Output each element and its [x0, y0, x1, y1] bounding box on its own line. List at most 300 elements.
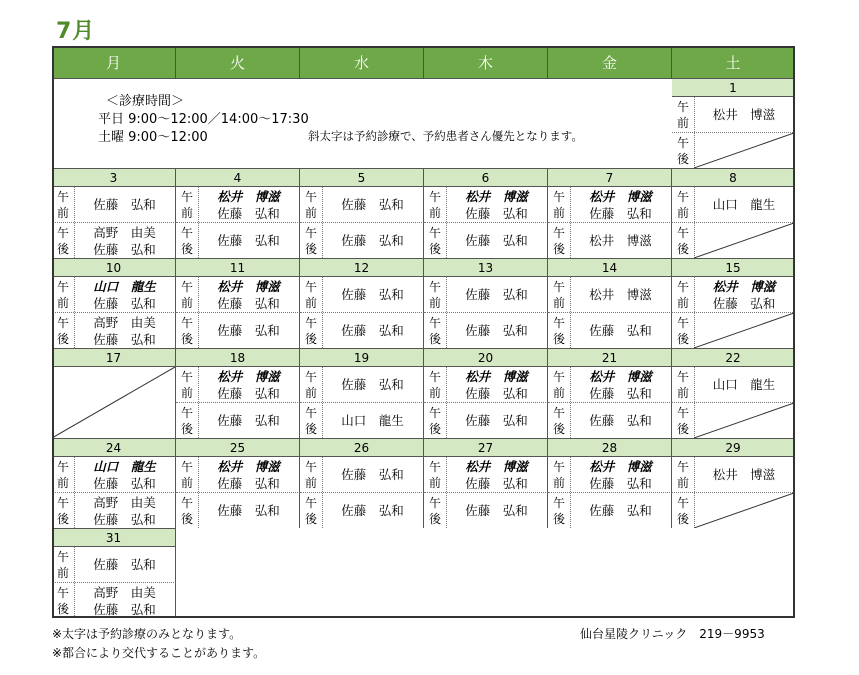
no-clinic-slash	[694, 133, 794, 168]
am-slot	[300, 366, 424, 402]
ampm-char: 後	[676, 151, 689, 166]
ampm-char: 後	[56, 511, 69, 526]
am-slot	[548, 456, 672, 492]
clinic-name: 仙台星陵クリニック 219－9953	[580, 627, 765, 641]
doctor-names	[322, 367, 423, 402]
doctor-name: 松井 博滋	[712, 467, 776, 482]
diagonal-line	[694, 223, 794, 258]
ampm-char: 前	[552, 205, 565, 220]
ampm-char: 午	[180, 405, 193, 420]
ampm-char: 後	[304, 421, 317, 436]
doctor-names	[322, 223, 423, 258]
pm-slot	[300, 492, 424, 528]
doctor-name: 松井 博滋	[589, 287, 652, 302]
doctor-name: 佐藤 弘和	[217, 413, 280, 428]
doctor-name: 山口 龍生	[712, 197, 776, 212]
diagonal-line	[694, 403, 794, 438]
date-number: 27	[424, 438, 548, 456]
ampm-char: 後	[304, 511, 317, 526]
date-number: 5	[300, 168, 424, 186]
doctor-name: 松井 博滋	[217, 458, 280, 474]
ampm-char: 午	[676, 459, 689, 474]
am-slot	[672, 276, 795, 312]
ampm-char: 午	[676, 225, 689, 240]
doctor-names	[570, 367, 671, 402]
ampm-char: 前	[180, 385, 193, 400]
pm-label	[672, 133, 695, 168]
doctor-name: 佐藤 弘和	[589, 385, 652, 401]
pm-label	[424, 223, 447, 258]
diagonal-line	[694, 493, 794, 528]
doctor-name: 佐藤 弘和	[465, 323, 528, 338]
ampm-char: 午	[676, 99, 689, 114]
doctor-name: 佐藤 弘和	[465, 413, 528, 428]
doctor-name: 佐藤 弘和	[465, 503, 528, 518]
ampm-char: 午	[676, 189, 689, 204]
doctor-names	[198, 223, 299, 258]
doctor-names	[570, 493, 671, 528]
am-label	[424, 367, 447, 402]
pm-slot	[424, 222, 548, 258]
pm-slot	[176, 492, 300, 528]
pm-slot	[672, 132, 795, 168]
doctor-name: 松井 博滋	[217, 368, 280, 384]
doctor-name: 松井 博滋	[217, 188, 280, 204]
ampm-char: 午	[304, 405, 317, 420]
doctor-name: 佐藤 弘和	[465, 475, 528, 491]
ampm-char: 前	[56, 205, 69, 220]
pm-label	[52, 223, 75, 258]
closed-slash	[52, 367, 175, 438]
doctor-name: 佐藤 弘和	[93, 331, 156, 347]
diagonal-line	[694, 133, 794, 168]
ampm-char: 午	[56, 549, 69, 564]
ampm-char: 後	[180, 421, 193, 436]
ampm-char: 後	[552, 511, 565, 526]
doctor-names	[694, 457, 794, 492]
doctor-name: 松井 博滋	[465, 458, 528, 474]
doctor-name: 松井 博滋	[589, 368, 652, 384]
pm-label	[300, 313, 323, 348]
calendar	[52, 46, 795, 618]
am-label	[176, 457, 199, 492]
doctor-name: 佐藤 弘和	[341, 323, 404, 338]
date-number: 24	[52, 438, 176, 456]
ampm-char: 午	[428, 459, 441, 474]
doctor-names	[74, 187, 175, 222]
ampm-char: 後	[56, 331, 69, 346]
pm-label	[52, 313, 75, 348]
pm-slot	[52, 222, 176, 258]
ampm-char: 前	[180, 295, 193, 310]
doctor-name: 佐藤 弘和	[712, 295, 776, 311]
pm-label	[300, 403, 323, 438]
am-label	[300, 187, 323, 222]
date-number: 21	[548, 348, 672, 366]
doctor-names	[198, 187, 299, 222]
doctor-name: 松井 博滋	[217, 278, 280, 294]
ampm-char: 午	[428, 315, 441, 330]
ampm-char: 後	[56, 241, 69, 256]
am-label	[672, 457, 695, 492]
am-slot	[424, 276, 548, 312]
month-title: 7月	[56, 19, 96, 44]
doctor-name: 佐藤 弘和	[341, 377, 404, 392]
ampm-char: 午	[552, 315, 565, 330]
am-label	[548, 187, 571, 222]
date-number: 8	[672, 168, 795, 186]
am-label	[424, 457, 447, 492]
ampm-char: 後	[180, 331, 193, 346]
pm-label	[672, 493, 695, 528]
date-number: 3	[52, 168, 176, 186]
am-slot	[52, 456, 176, 492]
date-number: 29	[672, 438, 795, 456]
doctor-names	[322, 313, 423, 348]
am-label	[300, 277, 323, 312]
ampm-char: 前	[56, 295, 69, 310]
date-number: 10	[52, 258, 176, 276]
doctor-name: 松井 博滋	[712, 278, 776, 294]
am-label	[176, 277, 199, 312]
ampm-char: 午	[552, 189, 565, 204]
ampm-char: 後	[180, 241, 193, 256]
am-slot	[424, 366, 548, 402]
am-label	[300, 457, 323, 492]
no-clinic-slash	[694, 223, 794, 258]
am-slot	[176, 276, 300, 312]
ampm-char: 午	[304, 189, 317, 204]
weekday-header: 木	[424, 46, 548, 78]
am-slot	[176, 186, 300, 222]
pm-slot	[300, 402, 424, 438]
am-label	[52, 547, 75, 582]
am-slot	[672, 96, 795, 132]
ampm-char: 午	[428, 405, 441, 420]
ampm-char: 前	[428, 205, 441, 220]
ampm-char: 後	[180, 511, 193, 526]
bold-note: ※太字は予約診療のみとなります。	[52, 627, 242, 641]
am-slot	[672, 366, 795, 402]
doctor-names	[694, 223, 794, 258]
doctor-name: 佐藤 弘和	[93, 511, 156, 527]
doctor-names	[198, 403, 299, 438]
date-number: 17	[52, 348, 176, 366]
doctor-name: 山口 龍生	[341, 413, 404, 428]
doctor-name: 松井 博滋	[712, 107, 776, 122]
ampm-char: 後	[428, 421, 441, 436]
ampm-char: 午	[304, 315, 317, 330]
pm-label	[548, 493, 571, 528]
doctor-names	[570, 403, 671, 438]
doctor-name: 佐藤 弘和	[341, 233, 404, 248]
am-label	[672, 187, 695, 222]
doctor-name: 佐藤 弘和	[93, 241, 156, 257]
no-clinic-slash	[694, 493, 794, 528]
am-slot	[672, 186, 795, 222]
pm-slot	[424, 402, 548, 438]
doctor-name: 松井 博滋	[589, 188, 652, 204]
doctor-name: 佐藤 弘和	[465, 287, 528, 302]
pm-label	[548, 403, 571, 438]
ampm-char: 前	[676, 295, 689, 310]
doctor-names	[694, 367, 794, 402]
ampm-char: 前	[304, 205, 317, 220]
doctor-names	[694, 493, 794, 528]
pm-label	[176, 313, 199, 348]
ampm-char: 午	[56, 189, 69, 204]
doctor-name: 佐藤 弘和	[465, 233, 528, 248]
ampm-char: 前	[676, 205, 689, 220]
pm-label	[52, 583, 75, 618]
ampm-char: 後	[304, 241, 317, 256]
am-slot	[52, 546, 176, 582]
ampm-char: 後	[428, 331, 441, 346]
doctor-names	[322, 187, 423, 222]
pm-label	[424, 313, 447, 348]
doctor-names	[74, 223, 175, 258]
weekday-header: 月	[52, 46, 176, 78]
doctor-names	[694, 313, 794, 348]
ampm-char: 午	[180, 459, 193, 474]
closed-day	[52, 366, 176, 438]
doctor-names	[74, 277, 175, 312]
pm-slot	[424, 312, 548, 348]
doctor-names	[570, 313, 671, 348]
hours-info	[52, 78, 672, 169]
doctor-name: 佐藤 弘和	[217, 385, 280, 401]
doctor-name: 高野 由美	[93, 224, 156, 240]
ampm-char: 後	[552, 331, 565, 346]
date-number: 1	[672, 78, 795, 96]
ampm-char: 前	[552, 295, 565, 310]
doctor-names	[322, 277, 423, 312]
ampm-char: 午	[304, 459, 317, 474]
doctor-names	[570, 457, 671, 492]
am-label	[548, 277, 571, 312]
ampm-char: 後	[676, 421, 689, 436]
doctor-name: 高野 由美	[93, 314, 156, 330]
am-slot	[176, 366, 300, 402]
doctor-names	[446, 457, 547, 492]
am-label	[52, 457, 75, 492]
hours-heading: ＜診療時間＞	[106, 94, 185, 109]
date-number: 11	[176, 258, 300, 276]
doctor-names	[322, 403, 423, 438]
am-slot	[424, 186, 548, 222]
ampm-char: 後	[676, 241, 689, 256]
no-clinic-slash	[694, 313, 794, 348]
am-label	[176, 367, 199, 402]
ampm-char: 午	[180, 189, 193, 204]
pm-label	[548, 223, 571, 258]
doctor-names	[198, 367, 299, 402]
doctor-names	[570, 223, 671, 258]
doctor-names	[446, 223, 547, 258]
ampm-char: 午	[56, 225, 69, 240]
ampm-char: 前	[676, 385, 689, 400]
pm-slot	[52, 492, 176, 528]
doctor-name: 山口 龍生	[712, 377, 776, 392]
pm-label	[176, 493, 199, 528]
pm-label	[176, 403, 199, 438]
ampm-char: 午	[428, 369, 441, 384]
ampm-char: 午	[676, 369, 689, 384]
pm-label	[672, 223, 695, 258]
pm-slot	[176, 222, 300, 258]
doctor-names	[570, 187, 671, 222]
ampm-char: 午	[552, 225, 565, 240]
pm-label	[300, 223, 323, 258]
am-slot	[548, 366, 672, 402]
pm-label	[548, 313, 571, 348]
pm-slot	[300, 222, 424, 258]
doctor-name: 山口 龍生	[93, 458, 156, 474]
ampm-char: 後	[676, 511, 689, 526]
ampm-char: 午	[304, 495, 317, 510]
doctor-name: 佐藤 弘和	[589, 205, 652, 221]
ampm-char: 前	[304, 475, 317, 490]
date-number: 22	[672, 348, 795, 366]
ampm-char: 午	[676, 315, 689, 330]
date-number: 25	[176, 438, 300, 456]
ampm-char: 午	[180, 315, 193, 330]
doctor-names	[74, 493, 175, 528]
date-number: 15	[672, 258, 795, 276]
doctor-names	[74, 583, 175, 618]
ampm-char: 午	[428, 225, 441, 240]
doctor-names	[322, 457, 423, 492]
ampm-char: 午	[180, 495, 193, 510]
doctor-names	[74, 547, 175, 582]
pm-slot	[52, 312, 176, 348]
ampm-char: 前	[304, 295, 317, 310]
am-label	[548, 457, 571, 492]
diagonal-line	[52, 367, 175, 438]
doctor-name: 佐藤 弘和	[93, 475, 156, 491]
ampm-char: 午	[304, 279, 317, 294]
ampm-char: 午	[552, 459, 565, 474]
doctor-names	[694, 277, 794, 312]
ampm-char: 午	[552, 495, 565, 510]
doctor-names	[446, 403, 547, 438]
doctor-names	[694, 97, 794, 132]
ampm-char: 午	[56, 585, 69, 600]
doctor-name: 松井 博滋	[465, 368, 528, 384]
pm-label	[176, 223, 199, 258]
weekday-header: 火	[176, 46, 300, 78]
ampm-char: 前	[676, 115, 689, 130]
ampm-char: 午	[676, 495, 689, 510]
date-number: 7	[548, 168, 672, 186]
doctor-name: 佐藤 弘和	[93, 295, 156, 311]
am-slot	[300, 186, 424, 222]
ampm-char: 午	[56, 279, 69, 294]
pm-slot	[424, 492, 548, 528]
no-clinic-slash	[694, 403, 794, 438]
am-slot	[176, 456, 300, 492]
date-number: 13	[424, 258, 548, 276]
doctor-names	[694, 403, 794, 438]
ampm-char: 午	[676, 405, 689, 420]
weekday-hours: 平日 9:00～12:00／14:00～17:30	[98, 112, 309, 127]
am-slot	[672, 456, 795, 492]
ampm-char: 午	[552, 279, 565, 294]
date-number: 20	[424, 348, 548, 366]
am-label	[300, 367, 323, 402]
pm-slot	[672, 312, 795, 348]
italic-note: 斜太字は予約診療で、予約患者さん優先となります。	[308, 129, 583, 143]
doctor-name: 佐藤 弘和	[217, 503, 280, 518]
ampm-char: 後	[428, 241, 441, 256]
date-number: 4	[176, 168, 300, 186]
doctor-names	[198, 457, 299, 492]
doctor-names	[198, 313, 299, 348]
ampm-char: 前	[552, 385, 565, 400]
pm-slot	[672, 492, 795, 528]
doctor-names	[570, 277, 671, 312]
ampm-char: 午	[428, 495, 441, 510]
pm-label	[300, 493, 323, 528]
doctor-name: 佐藤 弘和	[341, 287, 404, 302]
am-label	[672, 277, 695, 312]
weekday-header: 金	[548, 46, 672, 78]
doctor-name: 佐藤 弘和	[341, 503, 404, 518]
ampm-char: 後	[552, 241, 565, 256]
ampm-char: 前	[676, 475, 689, 490]
am-label	[548, 367, 571, 402]
doctor-names	[446, 277, 547, 312]
doctor-name: 松井 博滋	[589, 233, 652, 248]
ampm-char: 前	[304, 385, 317, 400]
am-slot	[52, 186, 176, 222]
doctor-names	[74, 457, 175, 492]
am-slot	[548, 276, 672, 312]
doctor-name: 佐藤 弘和	[217, 295, 280, 311]
pm-slot	[672, 402, 795, 438]
ampm-char: 後	[552, 421, 565, 436]
doctor-name: 佐藤 弘和	[93, 601, 156, 617]
ampm-char: 前	[180, 205, 193, 220]
ampm-char: 前	[180, 475, 193, 490]
ampm-char: 午	[552, 369, 565, 384]
ampm-char: 後	[428, 511, 441, 526]
doctor-names	[322, 493, 423, 528]
ampm-char: 午	[676, 279, 689, 294]
am-slot	[424, 456, 548, 492]
date-number: 14	[548, 258, 672, 276]
doctor-name: 高野 由美	[93, 494, 156, 510]
diagonal-line	[694, 313, 794, 348]
saturday-hours: 土曜 9:00～12:00	[98, 130, 208, 145]
ampm-char: 午	[428, 279, 441, 294]
ampm-char: 午	[180, 369, 193, 384]
doctor-name: 佐藤 弘和	[589, 323, 652, 338]
ampm-char: 前	[428, 475, 441, 490]
doctor-name: 佐藤 弘和	[465, 205, 528, 221]
doctor-names	[446, 187, 547, 222]
date-number: 12	[300, 258, 424, 276]
ampm-char: 前	[56, 475, 69, 490]
doctor-names	[446, 313, 547, 348]
pm-slot	[52, 582, 176, 618]
doctor-name: 佐藤 弘和	[589, 503, 652, 518]
am-slot	[300, 456, 424, 492]
am-slot	[548, 186, 672, 222]
date-number: 28	[548, 438, 672, 456]
doctor-name: 佐藤 弘和	[341, 467, 404, 482]
ampm-char: 午	[552, 405, 565, 420]
